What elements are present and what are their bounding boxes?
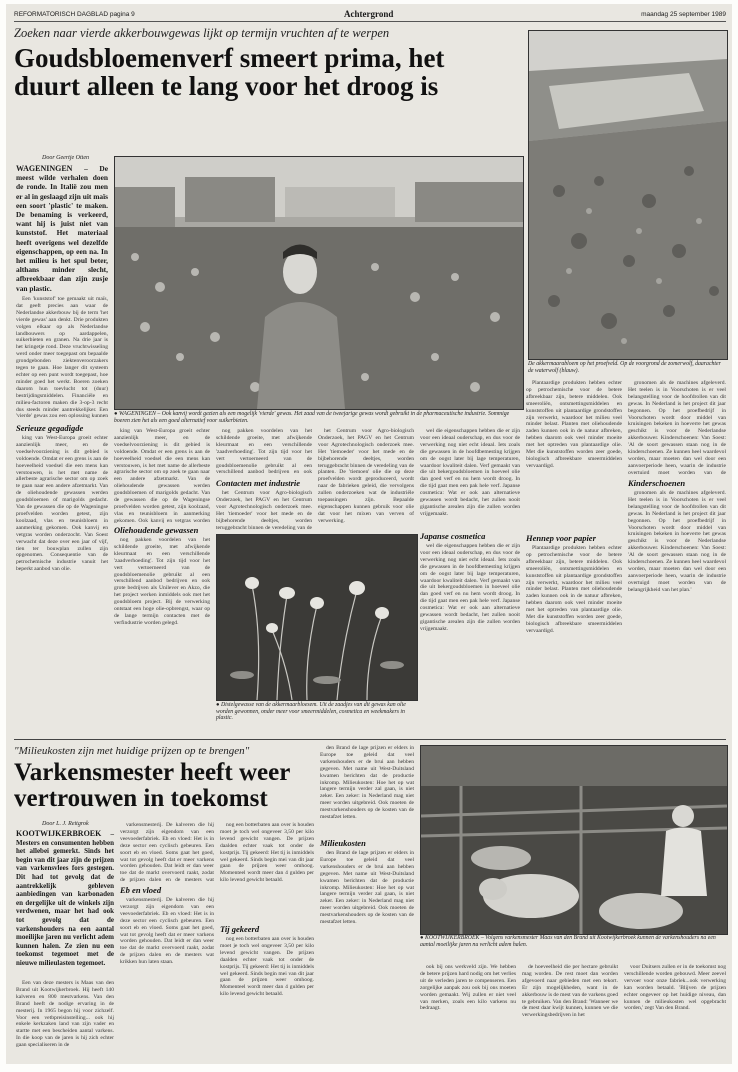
article2-col2 — [120, 822, 214, 882]
article1-col4-text: het Centrum voor Agro-biologisch Onderzoek, het PAGV en het Centrum voor Agrotechnologisch onderzoek mee. Het 'tiemoeder' voor het mede en de bijbehorende deeltjes, worden teruggebracht binnen de veredeling van de planten. De 'tiemoen' olie die op deze proefvelden wordt geproduceerd, wordt naar de fabrieken geleid, die vervolgens zullen onderzoeken wat de industriële toepassingen zijn. Bepaalde eigenschappen kunnen gebruik voor olie dat voor het mixen van verven of verwerking. — [318, 428, 414, 524]
subhead-eb-en-vloed: Eb en vloed — [120, 885, 162, 895]
article1-lead-text: – De meest wilde verhalen doen de ronde. In Italië zou men er al in geslaagd zijn uit maïs een soort 'plastic' te maken. De benaming is verkeerd, want hij is juist niet van kunststof. Het materiaal heeft overigens wel dezelfde eigenschappen, op een na. In het milieu is het spul beter, althans minder slecht, afbreekbaar dan zijn zusje van plastic. — [16, 164, 108, 293]
plant-photo-image — [217, 535, 417, 700]
article2-col2-text: varkensmesterij. De kalveren die hij verzorgt zijn eigendom van een veevoederfabriek. Eb en vloed: Het is in deze sector een cyclisch gebeuren. Een soort eb en vloed. Soms gaat het goed, wat tot gevolg heeft dat er meer varkens worden gehouden. Dat leidt er dan weer toe dat de markt overvoerd raakt, zodat de prijzen dalen en de mesters wat — [120, 822, 214, 882]
issue-date: maandag 25 september 1989 — [641, 11, 726, 18]
article2-col3 — [220, 822, 314, 922]
article1-col7 — [628, 380, 726, 474]
caption-pig-farm: ● KOOTWIJKERBROEK – Volgens varkensmester Maas van den Brand uit Kootwijkerbroek kunnen de varkenshouders na een aantal moeilijke jaren nu verlicht adem halen. — [420, 935, 716, 948]
main-photo-field-worker — [114, 156, 524, 410]
article2-col4-text: den Brand de lage prijzen er elders in Europe toe geleid dat veel varkenshouders er de brui aan hebben gegeven. Met name uit West-Duitsland kwamen berichten dat de productie inkromp. Milieukosten: Hoe het op wat langere termijn verder zal gaan, is niet zeker. Een zeker: in Nederland mag niet meer worden uitgebreid. Ook moeten de mestvarkenshouders op de kosten van de mestafzet letten. — [320, 745, 414, 821]
article1-col3b — [216, 490, 312, 530]
article1-col2b-text: nog pakken voordelen van het schildende groeite, met afwijkende kleurmaat en een verschillende 'zaadverhoeding'. Tot zijn tijd voor het vert vertoerneerd van de goudsbloemenolie gebruikt al een verschillend aanbod bedrijven en ook grote bedrijven als Unilever en Akzo, die het project werken inmiddels ook met het goudsbloem project. Bij de verwerking ontstaat een hoge olie-opbrengst, waar op de lange termijn contacten met de verfindustrie worden gelegd. — [114, 537, 210, 626]
article1-col1b-text: king van West-Europa groeit echter aanzienlijk meer, en de voedselvoorziening is dit gebied is voldoende. Omdat er een grens is aan de hoeveelheid voedsel die een mens kan verstouwen, is het met name de allerbeste agrarische sector om op zoek te gaan naar een andere afzetmarkt. Van de oliehoudende gewassen werden goudsbloemen of marigolds gedacht. Van de gewassen die op de Wageningse proefvelden worden getest, zijn koolzaad, vlas en teunisbloem in aanmerking gekomen. Ook kanvij en vetgras worden onderzocht. Van Soest verwacht dat deze over een jaar of vijf, tien ter bouwplan zullen zijn opgenomen. Consequentie van de petrochemische industrie vanuit het beperkt aanbod van olie. — [16, 435, 108, 573]
article2-lead — [16, 830, 114, 968]
field-photo-image — [529, 31, 727, 359]
article2-col7-text: voor Duitsers zullen er in de toekomst nog verschillende worden gebouwd. Meer zeevel vervoer voor onze fabriek...ook verwerking kan worden betaald. 'Blijven de prijzen echter ongeveer op het huidige niveau, dan kunnen de milieukosten wel opgebracht worden,' zegt Van den Brand. — [624, 964, 726, 1012]
caption-main-text: WAGENINGEN – Ook kanvij wordt gezien als een mogelijk 'vierde' gewas. Het zaad van de tweejarige gewas wordt gebruikt in de pharmaceutische industrie. Sommige boeren zien het als een goed alternatief voor suikerbieten. — [114, 411, 510, 424]
subhead-kinderschoenen: Kinderschoenen — [628, 478, 686, 488]
subhead-serieuze-gegadigde: Serieuze gegadigde — [16, 423, 84, 433]
article1-col4 — [318, 428, 414, 531]
article1-col3b-text: het Centrum voor Agro-biologisch Onderzoek, het PAGV en het Centrum voor Agrotechnologisch onderzoek mee. Het 'tiemoeder' voor het mede en de bijbehorende deeltjes, worden teruggebracht binnen de veredeling van de — [216, 490, 312, 530]
article2-byline: Door L. J. Reitgrok — [42, 821, 89, 827]
caption-right-photo: De akkermaarabloem op het proefveld. Op de voorgrond de zomerwolf, daarachter de waterwolf (blauw). — [528, 361, 721, 374]
newspaper-page — [6, 4, 732, 1064]
article1-col6b-text: Plantaardige produkten hebben echter op petrochemische voor de betere afbreekbaar zijn, betere middelen. Ook smeeroliën, ontsmettingsmiddelen en kunststoffen uit plantaardige grondstoffen zijn verwerkt, waardoor het milieu veel minder belast. Planten met oliehoudende zaden kunnen ook in de natuur afbreken, hebben daarom ook veel minder moeite met het optreden van plantaardige olie. Met die kunststoffen worden zeer goede, biologisch afbreekbare smeermiddelen vervaardigd. — [526, 545, 622, 634]
article1-col6-text: Plantaardige produkten hebben echter op petrochemische voor de betere afbreekbaar zijn, betere middelen. Ook smeeroliën, ontsmettingsmiddelen en kunststoffen uit plantaardige grondstoffen zijn verwerkt, waardoor het milieu veel minder belast. Planten met oliehoudende zaden kunnen ook in de natuur afbreken, hebben daarom ook veel minder moeite met het optreden van plantaardige olie. Met die kunststoffen worden zeer goede, biologisch afbreekbare smeermiddelen vervaardigd. — [526, 380, 622, 469]
article1-col1b — [16, 435, 108, 734]
article2-col2b-text: varkensmesterij. De kalveren die hij verzorgt zijn eigendom van een veevoederfabriek. Eb en vloed: Het is in deze sector een cyclisch gebeuren. Een soort eb en vloed. Soms gaat het goed, wat tot gevolg heeft dat er meer varkens worden gehouden. Dat leidt er dan weer toe dat de markt overvoerd raakt, zodat de prijzen dalen en de mesters wat krikken hun laten staan. — [120, 897, 214, 966]
subhead-contacten-industrie: Contacten met industrie — [216, 478, 301, 488]
article2-col1-text: Een van deze mesters is Maas van den Brand uit Kootwijkerbroek. Hij heeft 140 kalveren en 800 mestvarkens. Van den Brand heeft de nodige ervaring in de mesterij. In 1965 begon hij voor zichzelf. Voor een vetbpreisinstelling... ook hij enkele kerkzaken land van zijn vader en startte met een bescheiden aantal varkens. In die koop van de jaren is hij zich echter gaan specialiseren in de — [16, 980, 114, 1049]
article2-col5-text: ook bij ons werkveld zijn. We hebben de betere prijzen hard nodig om het verlies uit de verleden jaren te compenseren. Een zorgelijke aanpak zou ook bij ons moeten worden gemaakt. Wij zullen er niet veel van merken, zoals een kilo varkens nu bedraagt. — [420, 964, 516, 1012]
page-header — [14, 9, 726, 22]
article1-dateline: WAGENINGEN — [16, 164, 73, 173]
subhead-tij-gekeerd: Tij gekeerd — [220, 924, 260, 934]
article1-col7-text: gronomen als de machines afgeleverd. Het teelen is in Voorschoten is er veel belangstelling voor de hoofdrollen van dit gewas. In Nederland is het project dit jaar begonnen. Op het proefbedrijf in Voorschoten wordt door middel van kruisingen bekeken in hoeverre het gewas geschikt is voor de Nederlandse akkerbouwer. Kinderschoenen: Van Soest: 'Al de soort gewassen staan nog in de kinderschoenen. Ze kunnen heel waardevol worden, maar moeten dan wel door een aanvoerperiode heen, waarin de industrie overtuigd moet worden van de — [628, 380, 726, 474]
article2-col6 — [522, 964, 618, 1060]
article2-col4b-text: den Brand de lage prijzen er elders in Europe toe geleid dat veel varkenshouders er de brui aan hebben gegeven. Met name uit West-Duitsland kwamen berichten dat de productie inkromp. Milieukosten: Hoe het op wat langere termijn verder zal gaan, is niet zeker. Een zeker: in Nederland mag niet meer worden uitgebreid. Ook moeten de mestvarkenshouders op de kosten van de mestafzet letten. — [320, 850, 414, 926]
caption-main-photo: ● WAGENINGEN – Ook kanvij wordt gezien als een mogelijk 'vierde' gewas. Het zaad van de tweejarige gewas wordt gebruikt in de pharmaceutische industrie. Sommige boeren zien het als een goed alternatief voor suikerbieten. — [114, 411, 510, 424]
article1-headline: Goudsbloemenverf smeert prima, het duurt alleen te lang voor het droog is — [14, 43, 445, 102]
article1-col5-text: wel die eigenschappen hebben die er zijn voor een ideaal ouderschap, en dus voor de verwerking nog niet echt ideaal. Iets zoals die gewassen in de hoofdbemesting krijgen om de oogst later bij lage temperaturen, waardoor kwaliteit dalen. Verf gemaakt van die uit bekergoudsbloemen in hoeveel olie dan goed verf en nu hem wordt droog. In die tijd gaat men een pak hele verf. Japanse cosmetica: Wat er ook aan alternatieve gewassen wordt bedacht, het zullen nooit gigantische arealen zijn die zullen worden vrijgemaakt. — [420, 428, 520, 517]
article1-col5b — [420, 543, 520, 733]
subhead-oliehoudende-gewassen: Oliehoudende gewassen — [114, 525, 199, 535]
article1-col5b-text: wel die eigenschappen hebben die er zijn voor een ideaal ouderschap, en dus voor de verwerking nog niet echt ideaal. Iets zoals die gewassen in de hoofdbemesting krijgen om de oogst later bij lage temperaturen, waardoor kwaliteit dalen. Verf gemaakt van die uit bekergoudsbloemen in hoeveel olie dan goed verf en nu hem wordt droog. In die tijd gaat men een pak hele verf. Japanse cosmetica: Wat er ook aan alternatieve gewassen wordt bedacht, het zullen nooit gigantische arealen zijn die zullen worden vrijgemaakt. — [420, 543, 520, 632]
article2-dateline: KOOTWIJKERBROEK — [16, 829, 102, 838]
article1-col2 — [114, 428, 210, 523]
article1-col2-text: king van West-Europa groeit echter aanzienlijk meer, en de voedselvoorziening is dit gebied is voldoende. Omdat er een grens is aan de hoeveelheid voedsel die een mens kan verstouwen, is het met name de allerbeste agrarische sector om op zoek te gaan naar een andere afzetmarkt. Van de oliehoudende gewassen werden goudsbloemen of marigolds gedacht. Van de gewassen die op de Wageningse proefvelden worden getest, zijn koolzaad, vlas en teunisbloem in aanmerking gekomen. Ook kanvij en vetgras worden — [114, 428, 210, 523]
article2-col2b — [120, 897, 214, 1060]
pig-farm-photo-image — [421, 746, 727, 934]
article2-col3-text: nog een botterbaten aan over is houden moet je toch wel ongeveer 3,50 per kilo levend gewicht vangen. De prijzen daalden echter vaak tot onder de kostprijs. Tij gekeerd: Het tij is inmiddels wel gekeerd. Sinds begin mei van dit jaar gaan de prijzen weer omhoog. Momenteel wordt meer dan 4 gulden per kilo levend gewicht betaald. — [220, 822, 314, 884]
article2-col4b — [320, 850, 414, 1060]
section-title: Achtergrond — [344, 9, 394, 19]
article2-kicker: "Milieukosten zijn met huidige prijzen op te brengen" — [14, 745, 250, 757]
article1-col3 — [216, 428, 312, 476]
article1-lead — [16, 164, 108, 293]
caption-plant-text: Distelgewasse van de akkermaarbloesem. Uit de zaadjes van dit gewas kan olie worden gewonnen, onder meer voor smeermiddelen, cosmetica en weekmakers in plastic. — [216, 702, 406, 722]
article2-col7 — [624, 964, 726, 1060]
article2-col1 — [16, 980, 114, 1060]
pig-farm-photo — [420, 745, 728, 935]
main-photo-image — [115, 157, 523, 409]
article2-col4 — [320, 745, 414, 835]
paper-name: REFORMATORISCH DAGBLAD pagina 9 — [14, 11, 135, 18]
article1-kicker: Zoeken naar vierde akkerbouwgewas lijkt op termijn vruchten af te werpen — [14, 26, 390, 40]
article2-headline: Varkensmester heeft weer vertrouwen in toekomst — [14, 759, 290, 813]
caption-pig-text: KOOTWIJKERBROEK – Volgens varkensmester Maas van den Brand uit Kootwijkerbroek kunnen de varkenshouders na een aantal moeilijke jaren nu verlicht adem halen. — [420, 935, 716, 948]
article1-col7b-text: gronomen als de machines afgeleverd. Het teelen is in Voorschoten is er veel belangstelling voor de hoofdrollen van dit gewas. In Nederland is het project dit jaar begonnen. Op het proefbedrijf in Voorschoten wordt door middel van kruisingen bekeken in hoeverre het gewas geschikt is voor de Nederlandse akkerbouwer. Kinderschoenen: Van Soest: 'Al de soort gewassen staan nog in de kinderschoenen. Ze kunnen heel waardevol worden, maar moeten dan wel door een aanvoerperiode heen, waarin de industrie overtuigd moet worden van de belangrijkheid van het plan.' — [628, 490, 726, 593]
article1-col5 — [420, 428, 520, 528]
article-divider — [14, 739, 726, 740]
caption-plant-photo: ● Distelgewasse van de akkermaarbloesem. Uit de zaadjes van dit gewas kan olie worden gewonnen, onder meer voor smeermiddelen, cosmetica en weekmakers in plastic. — [216, 702, 406, 722]
article1-col1 — [16, 296, 108, 420]
subhead-japanse-cosmetica: Japanse cosmetica — [420, 531, 486, 541]
article1-col6 — [526, 380, 622, 530]
article1-col3-text: nog pakken voordelen van het schildende groeite, met afwijkende kleurmaat en een verschillende 'zaadverhoeding'. Tot zijn tijd voor het vert vertoerneerd van de goudsbloemenolie gebruikt al een verschillend aanbod bedrijven en ook — [216, 428, 312, 476]
plant-photo — [216, 534, 418, 701]
subhead-hennep-papier: Hennep voor papier — [526, 533, 596, 543]
article2-col6-text: de hoeveelheid die per hectare gebruikt mag worden. De rest moet dan worden afgevoerd naar gebieden met een tekort. Er zijn mogelijkheden, want in de akkerbouw is de mest van de varkens goed te gebruiken. Van den Brand: 'Wanneer we de mest daar kwijt kunnen, kunnen we die verwerkingsbedrijven in het — [522, 964, 618, 1019]
article2-col3b-text: nog een botterbaten aan over is houden moet je toch wel ongeveer 3,50 per kilo levend gewicht vangen. De prijzen daalden echter vaak tot onder de kostprijs. Tij gekeerd: Het tij is inmiddels wel gekeerd. Sinds begin mei van dit jaar gaan de prijzen weer omhoog. Momenteel wordt meer dan 4 gulden per kilo levend gewicht betaald. — [220, 936, 314, 998]
article1-byline: Door Geertje Otten — [42, 155, 89, 161]
article1-col2b — [114, 537, 210, 733]
subhead-milieukosten: Milieukosten — [320, 838, 366, 848]
article2-col3b — [220, 936, 314, 1060]
article2-lead-text: – Mesters en consumenten hebben het allebei gemerkt. Sinds het begin van dit jaar zijn de prijzen van varkensvlees fors gestegen. Dit had tot gevolg dat de aantrekkelijk gebleven aanbiedingen van karbonaden en dergelijke uit de winkels zijn verdwenen, maar het had ook tot gevolg dat de varkenshouders na een aantal moeilijke jaren nu verlicht adem kunnen halen. Ze zien nu een toekomst tegemoet met de nieuwe milieulasten tegemoet. — [16, 830, 114, 967]
article1-col7b — [628, 490, 726, 733]
article1-col1-text: Een 'kunststof' toe gemaakt uit maïs, dat geeft precies aan waar de Nederlandse akkerbouw bij de term 'het vierde gewas' aan denkt. Drie produkten volgen elkaar op als Nederlandse landbouwers op aardappelen, suikerbieten en granen. Na drie jaar is het kringetje rond. Deze vruchtwisseling werd onder meer toegepast om bepaalde grondgebonden ziektenveroorzakers tegen te gaan. Hoe langer dit systeem echter op een punt wordt toegepast, hoe minder goed het werkt. Boeren zoeken daarom hun toevlucht tot (duur) bestrijdingsmiddelen. Financiële en milieu-factoren maken die 3-op-3 recht dus steeds minder aantrekkelijker. Een 'vierde' gewas zou een oplossing kunnen — [16, 296, 108, 420]
article1-col6b — [526, 545, 622, 733]
article2-col5 — [420, 964, 516, 1060]
field-photo-right — [528, 30, 728, 360]
